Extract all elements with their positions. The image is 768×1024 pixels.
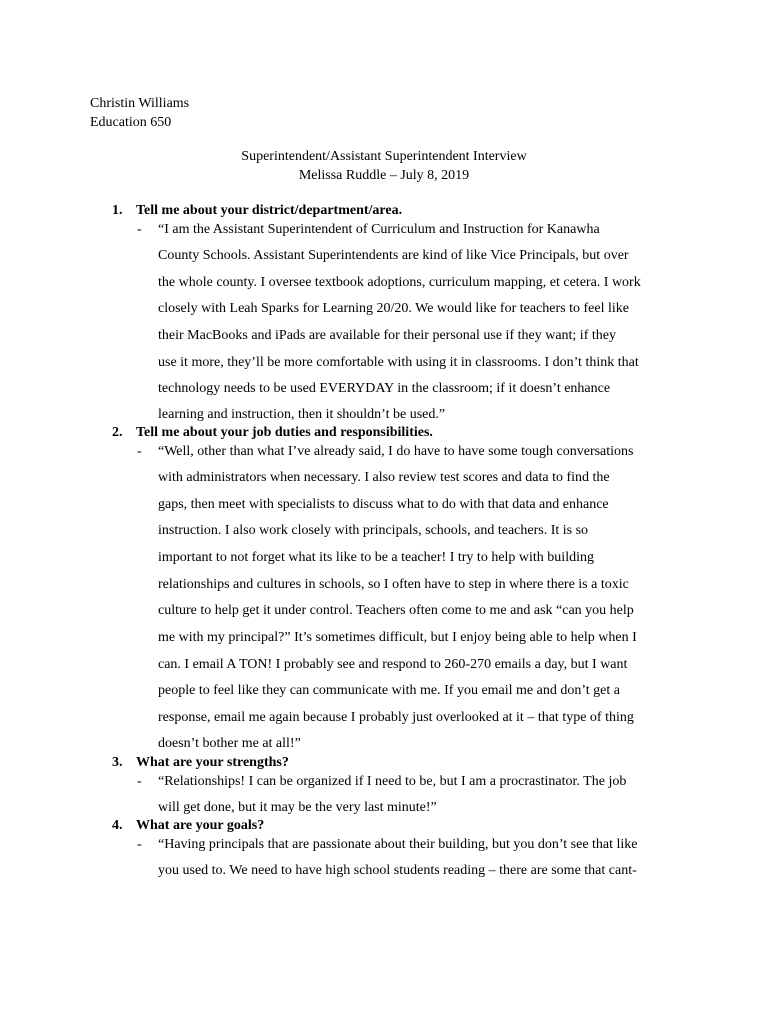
answer-line: will get done, but it may be the very last minute!” — [158, 800, 437, 815]
question-text: Tell me about your district/department/area. — [136, 203, 403, 218]
question-text: What are your strengths? — [136, 755, 289, 770]
question-number: 2. — [112, 425, 123, 440]
answer-line: doesn’t bother me at all!” — [158, 736, 301, 751]
answer-dash: - — [137, 774, 142, 789]
answer-line: closely with Leah Sparks for Learning 20/20. We would like for teachers to feel like — [158, 301, 629, 316]
document-subtitle: Melissa Ruddle – July 8, 2019 — [298, 168, 470, 183]
author-name: Christin Williams — [90, 96, 190, 111]
answer-dash: - — [137, 222, 142, 237]
answer-line: culture to help get it under control. Teachers often come to me and ask “can you help — [158, 603, 634, 618]
answer-line: with administrators when necessary. I also review test scores and data to find the — [158, 470, 610, 485]
question-number: 1. — [112, 203, 123, 218]
answer-line: “Well, other than what I’ve already said, I do have to have some tough conversations — [158, 444, 634, 459]
answer-line: instruction. I also work closely with principals, schools, and teachers. It is so — [158, 523, 589, 538]
answer-line: you used to. We need to have high school students reading – there are some that cant- — [158, 863, 637, 878]
question-2 — [112, 423, 433, 442]
answer-line: gaps, then meet with specialists to discuss what to do with that data and enhance — [158, 497, 609, 512]
answer-line: relationships and cultures in schools, so I often have to step in where there is a toxic — [158, 577, 629, 592]
answer-line: “Relationships! I can be organized if I need to be, but I am a procrastinator. The job — [158, 774, 627, 789]
answer-line: me with my principal?” It’s sometimes difficult, but I enjoy being able to help when I — [158, 630, 637, 645]
answer-line: “I am the Assistant Superintendent of Curriculum and Instruction for Kanawha — [158, 222, 600, 237]
answer-line: “Having principals that are passionate about their building, but you don’t see that like — [158, 837, 638, 852]
document-title: Superintendent/Assistant Superintendent Interview — [241, 149, 527, 164]
question-4 — [112, 816, 264, 835]
answer-dash: - — [137, 444, 142, 459]
answer-line: technology needs to be used EVERYDAY in the classroom; if it doesn’t enhance — [158, 381, 611, 396]
answer-line: the whole county. I oversee textbook adoptions, curriculum mapping, et cetera. I work — [158, 275, 641, 290]
question-3 — [112, 753, 289, 772]
answer-line: their MacBooks and iPads are available for their personal use if they want; if they — [158, 328, 616, 343]
course-name: Education 650 — [90, 115, 172, 130]
answer-line: can. I email A TON! I probably see and respond to 260-270 emails a day, but I want — [158, 657, 628, 672]
question-text: What are your goals? — [136, 818, 265, 833]
question-number: 4. — [112, 818, 123, 833]
answer-line: use it more, they’ll be more comfortable with using it in classrooms. I don’t think that — [158, 355, 639, 370]
answer-dash: - — [137, 837, 142, 852]
answer-line: County Schools. Assistant Superintendents are kind of like Vice Principals, but over — [158, 248, 629, 263]
question-text: Tell me about your job duties and responsibilities. — [136, 425, 433, 440]
question-number: 3. — [112, 755, 123, 770]
answer-line: important to not forget what its like to be a teacher! I try to help with building — [158, 550, 594, 565]
answer-line: people to feel like they can communicate with me. If you email me and don’t get a — [158, 683, 620, 698]
answer-line: learning and instruction, then it shouldn’t be used.” — [158, 407, 446, 422]
answer-line: response, email me again because I probably just overlooked at it – that type of thing — [158, 710, 634, 725]
question-1 — [112, 201, 402, 220]
